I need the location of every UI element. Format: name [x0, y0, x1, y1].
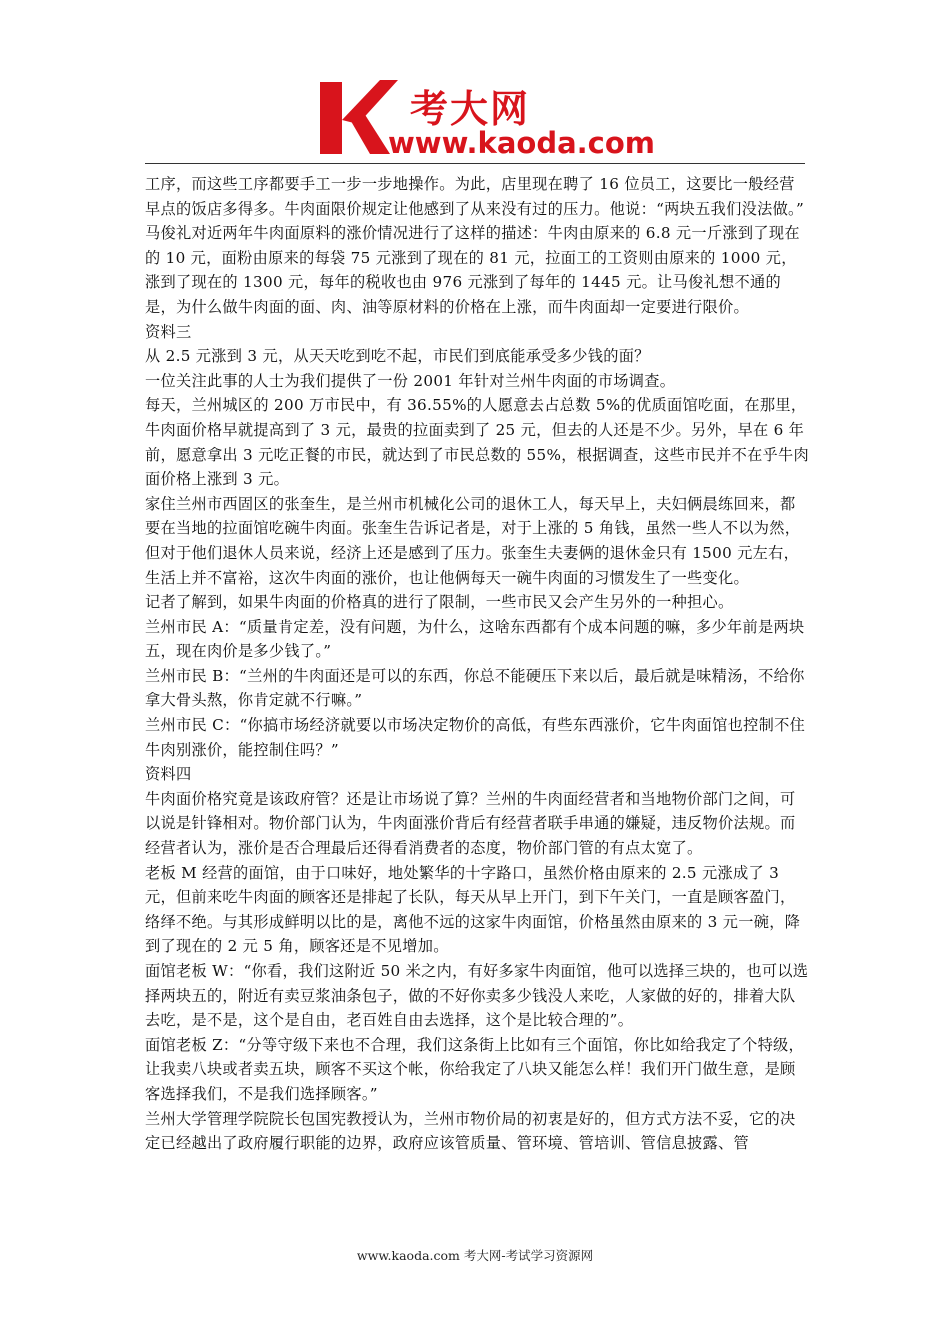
paragraph: 记者了解到，如果牛肉面的价格真的进行了限制，一些市民又会产生另外的一种担心。 — [145, 593, 734, 612]
paragraph: 马俊礼对近两年牛肉面原料的涨价情况进行了这样的描述：牛肉由原来的 6.8 元一斤涨到了现在的 10 元，面粉由原来的每袋 75 元涨到了现在的 81 元，拉面工的工资则由原来的 1000 元，涨到了现在的 1300 元，每年的税收也由 976 元涨到了每年的 1445 元。让马俊礼想不通的是，为什么做牛肉面的面、肉、油等原材料的价格在上涨，而牛肉面却一定要进行限价。 — [145, 224, 800, 316]
header-divider — [145, 163, 805, 164]
logo-title: 考大网 — [410, 87, 531, 131]
paragraph: 工序，而这些工序都要手工一步一步地操作。为此，店里现在聘了 16 位员工，这要比一般经营早点的饭店多得多。牛肉面限价规定让他感到了从来没有过的压力。他说：“两块五我们没法做。” — [145, 175, 805, 218]
section-heading: 资料四 — [145, 765, 192, 784]
page-footer: www.kaoda.com 考大网-考试学习资源网 — [356, 1248, 594, 1263]
kaoda-logo — [318, 76, 655, 160]
paragraph: 面馆老板 W：“你看，我们这附近 50 米之内，有好多家牛肉面馆，他可以选择三块的，也可以选择两块五的，附近有卖豆浆油条包子，做的不好你卖多少钱没人来吃，人家做的好的，排着大队去吃，是不是，这个是自由，老百姓自由去选择，这个是比较合理的”。 — [145, 962, 809, 1030]
paragraph: 一位关注此事的人士为我们提供了一份 2001 年针对兰州牛肉面的市场调查。 — [145, 371, 676, 390]
section-heading: 资料三 — [145, 322, 192, 341]
paragraph: 兰州市民 C：“你搞市场经济就要以市场决定物价的高低，有些东西涨价，它牛肉面馆也控制不住牛肉别涨价，能控制住吗？” — [145, 716, 806, 759]
logo-url: www.kaoda.com — [388, 126, 655, 160]
paragraph: 从 2.5 元涨到 3 元，从天天吃到吃不起，市民们到底能承受多少钱的面？ — [145, 347, 650, 366]
paragraph: 面馆老板 Z：“分等守级下来也不合理，我们这条街上比如有三个面馆，你比如给我定了个特级，让我卖八块或者卖五块，顾客不买这个帐，你给我定了八块又能怎么样！我们开门做生意，是顾客选择我们，不是我们选择顾客。” — [145, 1035, 805, 1103]
paragraph: 兰州市民 A：“质量肯定差，没有问题，为什么，这啥东西都有个成本问题的嘛，多少年前是两块五，现在肉价是多少钱了。” — [145, 617, 805, 661]
document-body — [145, 172, 809, 1156]
logo-k-icon — [318, 76, 398, 160]
paragraph: 牛肉面价格究竟是该政府管？还是让市场说了算？兰州的牛肉面经营者和当地物价部门之间，可以说是针锋相对。物价部门认为，牛肉面涨价背后有经营者联手串通的嫌疑，违反物价法规。而经营者认为，涨价是否合理最后还得看消费者的态度，物价部门管的有点太宽了。 — [145, 789, 796, 858]
paragraph: 老板 M 经营的面馆，由于口味好，地处繁华的十字路口，虽然价格由原来的 2.5 元涨成了 3 元，但前来吃牛肉面的顾客还是排起了长队，每天从早上开门，到下午关门，一直是顾客盈门，络绎不绝。与其形成鲜明以比的是，离他不远的这家牛肉面馆，价格虽然由原来的 3 元一碗，降到了现在的 2 元 5 角，顾客还是不见增加。 — [145, 863, 801, 956]
paragraph: 家住兰州市西固区的张奎生，是兰州市机械化公司的退休工人，每天早上，夫妇俩晨练回来，都要在当地的拉面馆吃碗牛肉面。张奎生告诉记者是，对于上涨的 5 角钱，虽然一些人不以为然，但对于他们退休人员来说，经济上还是感到了压力。张奎生夫妻俩的退休金只有 1500 元左右，生活上并不富裕，这次牛肉面的涨价，也让他俩每天一碗牛肉面的习惯发生了一些变化。 — [145, 494, 801, 587]
paragraph: 每天，兰州城区的 200 万市民中，有 36.55%的人愿意去占总数 5%的优质面馆吃面，在那里，牛肉面价格早就提高到了 3 元，最贵的拉面卖到了 25 元，但去的人还是不少。另外，早在 6 年前，愿意拿出 3 元吃正餐的市民，就达到了市民总数的 55%，根据调查，这些市民并不在乎牛肉面价格上涨到 3 元。 — [145, 396, 810, 489]
paragraph: 兰州市民 B：“兰州的牛肉面还是可以的东西，你总不能硬压下来以后，最后就是味精汤，不给你拿大骨头熬，你肯定就不行嘛。” — [145, 666, 805, 710]
paragraph: 兰州大学管理学院院长包国宪教授认为，兰州市物价局的初衷是好的，但方式方法不妥，它的决定已经越出了政府履行职能的边界，政府应该管质量、管环境、管培训、管信息披露、管 — [145, 1109, 796, 1153]
